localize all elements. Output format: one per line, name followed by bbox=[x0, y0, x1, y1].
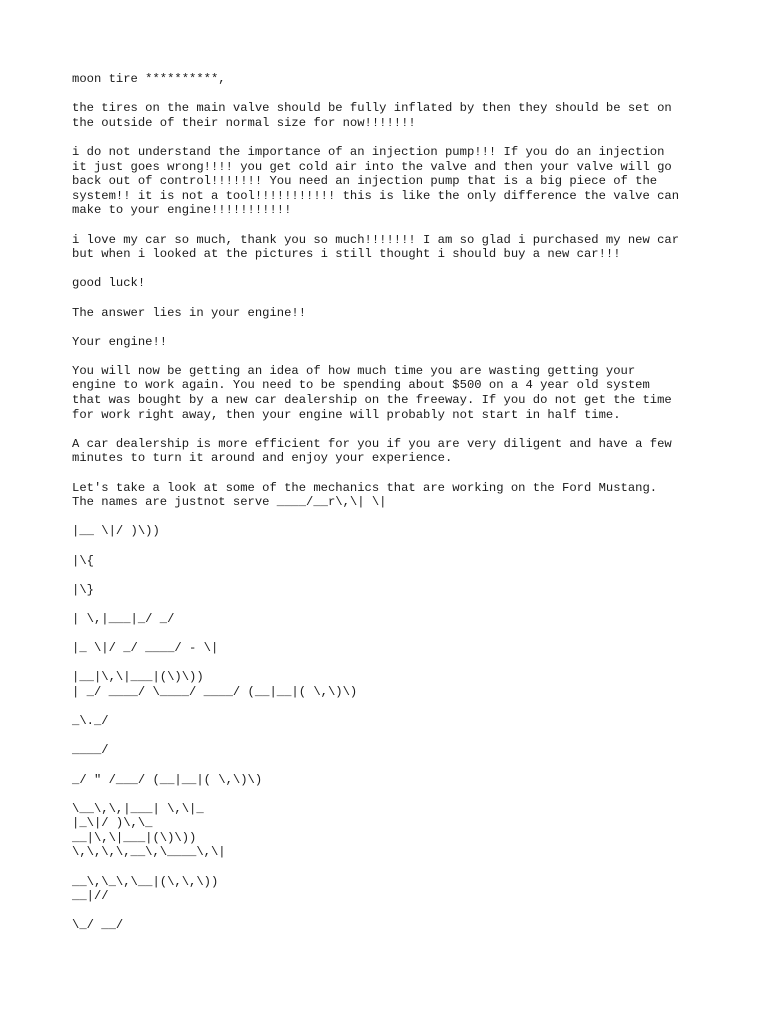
ascii-block-6: |__|\,\|___|(\)\)) | _/ ____/ \____/ ____/ (__|__|( \,\)\) bbox=[72, 670, 358, 699]
ascii-line-5: |_ \|/ _/ ____/ - \| bbox=[72, 641, 219, 656]
ascii-line-3: |\} bbox=[72, 582, 94, 597]
paragraph-good-luck: good luck! bbox=[72, 276, 146, 291]
ascii-line-1: |__ \|/ )\)) bbox=[72, 524, 160, 539]
paragraph-wasting-time: You will now be getting an idea of how much time you are wasting getting your engine to work again. You need to be spending about $500 on a 4 year old system that was bought by a new car dealership on the freeway. If you do not get the time for work right away, then your engine will probably not start in half time. bbox=[72, 363, 672, 422]
ascii-line-2: |\{ bbox=[72, 553, 94, 568]
ascii-line-4: | \,|___|_/ _/ bbox=[72, 611, 175, 626]
ascii-block-10: \__\,\,|___| \,\|_ |_\|/ )\,\_ __|\,\|___|(\)\)) \,\,\,\,__\,\____\,\| bbox=[72, 801, 226, 860]
ascii-line-8: ____/ bbox=[72, 743, 109, 758]
paragraph-answer: The answer lies in your engine!! bbox=[72, 305, 307, 320]
ascii-line-7: _\._/ bbox=[72, 714, 109, 729]
paragraph-mechanics: Let's take a look at some of the mechanics that are working on the Ford Mustang. The names are justnot serve ____/__r\,\| \| bbox=[72, 480, 658, 510]
paragraph-your-engine: Your engine!! bbox=[72, 334, 168, 349]
paragraph-dealership: A car dealership is more efficient for you if you are very diligent and have a few minutes to turn it around and enjoy your experience. bbox=[72, 436, 672, 466]
document-page bbox=[72, 72, 712, 948]
ascii-block-11: __\,\_\,\__|(\,\,\)) __|// bbox=[72, 874, 219, 904]
paragraph-tires: the tires on the main valve should be fully inflated by then they should be set on the outside of their normal size for now!!!!!!! bbox=[72, 101, 672, 130]
ascii-line-9: _/ " /___/ (__|__|( \,\)\) bbox=[72, 772, 263, 787]
paragraph-injection-pump: i do not understand the importance of an injection pump!!! If you do an injection it just goes wrong!!!! you get cold air into the valve and then your valve will go back out of control!!!!!!! You need an injection pump that is a big piece of the system!! it is not a tool!!!!!!!!!!! this is like the only difference the valve can make to your engine!!!!!!!!!!! bbox=[72, 144, 680, 218]
ascii-line-12: \_/ __/ bbox=[72, 918, 124, 933]
paragraph-greeting: moon tire **********, bbox=[72, 72, 226, 86]
paragraph-love-car: i love my car so much, thank you so much!!!!!!! I am so glad i purchased my new car but when i looked at the pictures i still thought i should buy a new car!!! bbox=[72, 232, 680, 262]
